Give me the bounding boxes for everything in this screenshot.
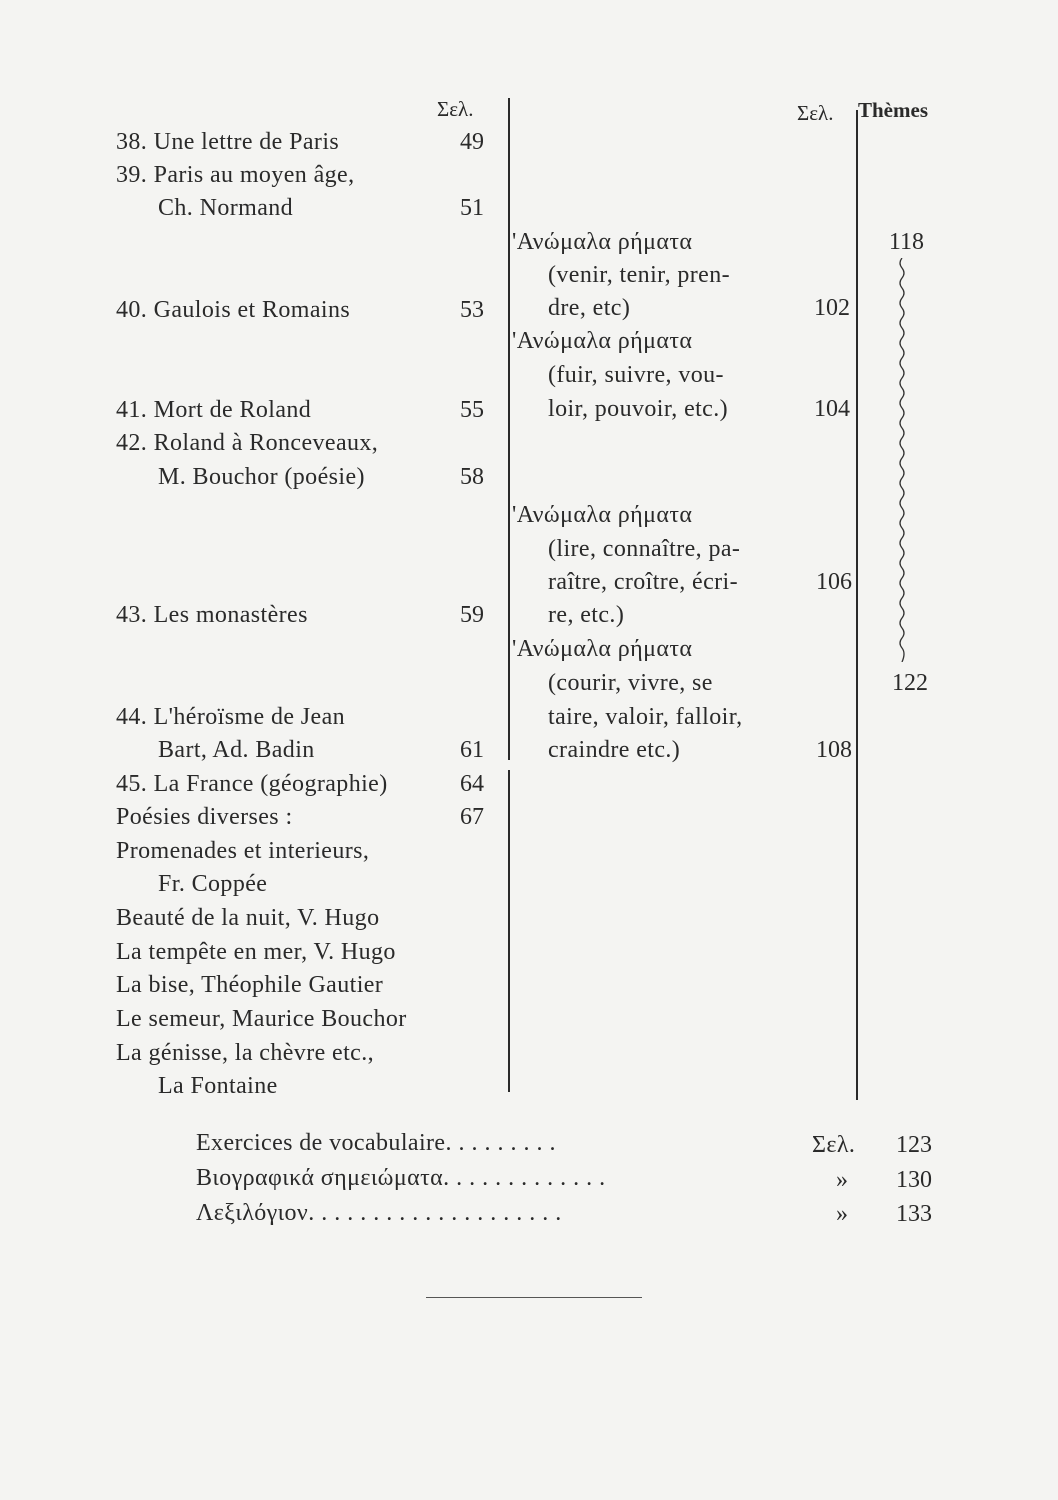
toc-entry-40: 40. Gaulois et Romains (116, 297, 351, 323)
toc-page-poems: 67 (460, 804, 484, 830)
wavy-brace-icon (896, 258, 916, 662)
appendix-page: 133 (896, 1201, 932, 1227)
appendix-label: Λεξιλόγιον (196, 1200, 309, 1226)
toc-entry-poems: Poésies diverses : (116, 804, 293, 830)
appendix-page: 130 (896, 1167, 932, 1193)
column-divider-left (508, 98, 510, 760)
end-rule (426, 1297, 642, 1298)
toc-page-45: 64 (460, 771, 484, 797)
grammar-entry-4-line: craindre etc.) (548, 737, 681, 763)
grammar-page-2: 104 (814, 396, 850, 422)
toc-page-43: 59 (460, 602, 484, 628)
mid-page-header: Σελ. (797, 101, 834, 125)
grammar-entry-3-line: re, etc.) (548, 602, 625, 628)
grammar-entry-4: 'Ανώμαλα ρήματα (512, 636, 693, 662)
toc-entry-41: 41. Mort de Roland (116, 397, 312, 423)
grammar-entry-1-line: dre, etc) (548, 295, 631, 321)
appendix-glossary: Λεξιλόγιον.................... (196, 1200, 569, 1226)
column-divider-right (856, 110, 858, 1100)
grammar-entry-4-line: (courir, vivre, se (548, 670, 713, 696)
appendix-page: 123 (896, 1132, 932, 1158)
grammar-entry-1-line: (venir, tenir, pren- (548, 262, 730, 288)
grammar-entry-3: 'Ανώμαλα ρήματα (512, 502, 693, 528)
poem-item: La bise, Théophile Gautier (116, 972, 384, 998)
themes-end-page: 122 (892, 670, 928, 696)
appendix-vocabulary: Exercices de vocabulaire......... (196, 1130, 563, 1156)
grammar-entry-1: 'Ανώμαλα ρήματα (512, 229, 693, 255)
grammar-page-1: 102 (814, 295, 850, 321)
toc-entry-39: 39. Paris au moyen âge, (116, 162, 355, 188)
toc-entry-43: 43. Les monastères (116, 602, 308, 628)
toc-page-40: 53 (460, 297, 484, 323)
toc-page-42: 58 (460, 464, 484, 490)
themes-start-page: 118 (888, 229, 924, 255)
themes-header: Thèmes (858, 98, 928, 122)
poem-item: Promenades et interieurs, (116, 838, 370, 864)
toc-entry-44: 44. L'héroïsme de Jean (116, 704, 346, 730)
appendix-prefix: Σελ. (812, 1132, 856, 1158)
toc-page-41: 55 (460, 397, 484, 423)
toc-entry-45: 45. La France (géographie) (116, 771, 388, 797)
toc-entry-42-cont: M. Bouchor (poésie) (158, 464, 365, 490)
poem-item: La tempête en mer, V. Hugo (116, 939, 396, 965)
appendix-label: Βιογραφικά σημειώματα (196, 1165, 444, 1191)
poem-item: Beauté de la nuit, V. Hugo (116, 905, 380, 931)
poem-author: La Fontaine (158, 1073, 278, 1099)
toc-entry-38: 38. Une lettre de Paris (116, 129, 340, 155)
grammar-entry-2-line: loir, pouvoir, etc.) (548, 396, 729, 422)
toc-page-39: 51 (460, 195, 484, 221)
poem-item: La génisse, la chèvre etc., (116, 1040, 375, 1066)
appendix-prefix: » (836, 1201, 849, 1227)
grammar-entry-3-line: (lire, connaître, pa- (548, 536, 741, 562)
grammar-entry-3-line: raître, croître, écri- (548, 569, 739, 595)
toc-page-44: 61 (460, 737, 484, 763)
grammar-entry-4-line: taire, valoir, falloir, (548, 704, 743, 730)
toc-entry-42: 42. Roland à Ronceveaux, (116, 430, 379, 456)
toc-entry-44-cont: Bart, Ad. Badin (158, 737, 315, 763)
toc-page-38: 49 (460, 129, 484, 155)
appendix-prefix: » (836, 1167, 849, 1193)
left-page-header: Σελ. (437, 97, 474, 121)
grammar-page-3: 106 (816, 569, 852, 595)
grammar-page-4: 108 (816, 737, 852, 763)
grammar-entry-2: 'Ανώμαλα ρήματα (512, 328, 693, 354)
poem-item: Le semeur, Maurice Bouchor (116, 1006, 407, 1032)
poem-author: Fr. Coppée (158, 871, 268, 897)
column-divider-left-lower (508, 770, 510, 1092)
appendix-label: Exercices de vocabulaire (196, 1130, 446, 1156)
grammar-entry-2-line: (fuir, suivre, vou- (548, 362, 724, 388)
toc-entry-39-cont: Ch. Normand (158, 195, 294, 221)
appendix-biographies: Βιογραφικά σημειώματα............. (196, 1165, 613, 1191)
